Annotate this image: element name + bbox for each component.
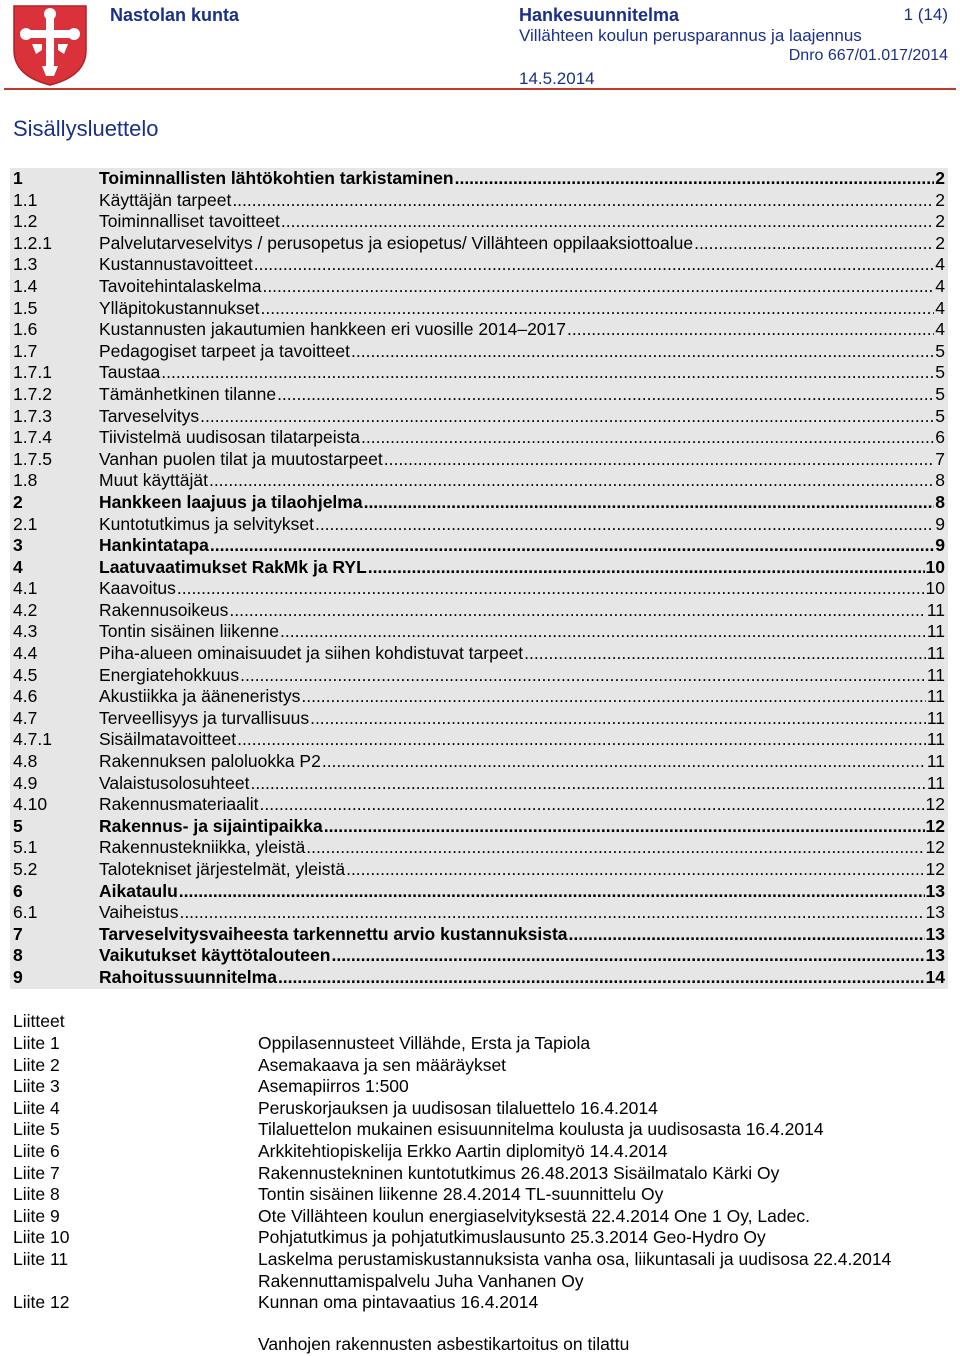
toc-entry-text — [99, 449, 948, 471]
toc-entry[interactable] — [10, 881, 948, 903]
record-number: Dnro 667/01.017/2014 — [788, 47, 948, 64]
toc-entry-number: 1.7.4 — [13, 427, 52, 448]
toc-entry-title: Akustiikka ja ääneneristys — [99, 686, 301, 707]
attachment-description: Pohjatutkimus ja pohjatutkimuslausunto 25.3.2014 Geo-Hydro Oy — [258, 1227, 766, 1248]
toc-leader-dots — [260, 794, 925, 816]
toc-entry-page: 5 — [935, 383, 945, 404]
toc-entry[interactable] — [10, 319, 948, 341]
attachment-item — [13, 1292, 948, 1314]
toc-entry-text — [99, 578, 948, 600]
toc-entry-text — [99, 190, 948, 212]
toc-leader-dots — [331, 945, 924, 967]
toc-entry-page: 12 — [925, 859, 945, 879]
toc-entry-title: Tontin sisäinen liikenne — [99, 621, 279, 642]
toc-entry-page: 13 — [925, 945, 945, 966]
toc-entry-text — [99, 535, 948, 557]
toc-entry[interactable] — [10, 600, 948, 622]
toc-entry[interactable] — [10, 535, 948, 557]
attachment-label — [13, 1271, 258, 1293]
toc-entry-text — [99, 492, 948, 514]
toc-entry-page: 4 — [935, 275, 945, 296]
toc-entry[interactable] — [10, 254, 948, 276]
toc-entry-page: 4 — [935, 297, 945, 318]
toc-entry-number: 1.3 — [13, 254, 38, 275]
toc-entry[interactable] — [10, 449, 948, 471]
toc-entry-title: Rakennusmateriaalit — [99, 794, 259, 815]
toc-entry-page: 2 — [935, 232, 945, 253]
table-of-contents — [10, 168, 948, 989]
toc-entry[interactable] — [10, 168, 948, 190]
toc-entry-text — [99, 881, 948, 903]
toc-entry-title: Rakennustekniikka, yleistä — [99, 837, 306, 858]
toc-leader-dots — [210, 535, 934, 557]
attachment-description: Peruskorjauksen ja uudisosan tilaluettelo 16.4.2014 — [258, 1097, 658, 1118]
toc-entry-title: Taustaa — [99, 362, 161, 383]
toc-entry[interactable] — [10, 276, 948, 298]
toc-leader-dots — [384, 449, 935, 471]
toc-entry-text — [99, 470, 948, 492]
toc-entry-text — [99, 600, 948, 622]
toc-entry[interactable] — [10, 298, 948, 320]
toc-entry[interactable] — [10, 233, 948, 255]
toc-entry-title: Piha-alueen ominaisuudet ja siihen kohdistuvat tarpeet — [99, 643, 524, 664]
toc-entry-text — [99, 643, 948, 665]
toc-entry[interactable] — [10, 945, 948, 967]
toc-leader-dots — [280, 621, 926, 643]
toc-entry-page: 5 — [935, 362, 945, 383]
toc-entry-page: 12 — [925, 815, 945, 836]
toc-entry-title: Rakennuksen paloluokka P2 — [99, 751, 321, 772]
toc-entry-title: Tavoitehintalaskelma — [99, 275, 262, 296]
attachment-description: Arkkitehtiopiskelija Erkko Aartin diplomityö 14.4.2014 — [258, 1140, 668, 1161]
toc-entry-text — [99, 341, 948, 363]
toc-entry-text — [99, 859, 948, 881]
toc-entry-number: 4.9 — [13, 772, 38, 793]
toc-entry-number: 1.1 — [13, 189, 38, 210]
attachment-description: Ote Villähteen koulun energiaselvityksestä 22.4.2014 One 1 Oy, Ladec. — [258, 1205, 810, 1226]
toc-entry-number: 1.5 — [13, 297, 38, 318]
toc-entry-number: 1.8 — [13, 470, 38, 491]
attachment-label: Liite 9 — [13, 1205, 60, 1226]
attachment-item — [13, 1098, 948, 1120]
toc-leader-dots — [315, 514, 934, 536]
toc-entry-title: Käyttäjän tarpeet — [99, 189, 232, 210]
toc-entry[interactable] — [10, 665, 948, 687]
toc-entry-page: 11 — [926, 707, 945, 728]
toc-leader-dots — [351, 341, 934, 363]
toc-entry-title: Tarveselvitysvaiheesta tarkennettu arvio kustannuksista — [99, 923, 568, 944]
toc-entry-text — [99, 708, 948, 730]
toc-entry-title: Tämänhetkinen tilanne — [99, 383, 277, 404]
toc-entry-number: 6 — [13, 880, 23, 901]
toc-entry-text — [99, 621, 948, 643]
toc-entry[interactable] — [10, 621, 948, 643]
attachment-label: Liite 6 — [13, 1140, 60, 1161]
toc-entry-number: 4.10 — [13, 794, 48, 815]
toc-entry-number: 3 — [13, 535, 23, 556]
toc-entry-title: Palvelutarveselvitys / perusopetus ja esiopetus/ Villähteen oppilaaksiottoalue — [99, 232, 694, 253]
toc-entry-number: 4.4 — [13, 643, 38, 664]
toc-entry-page: 11 — [926, 643, 945, 664]
attachment-label: Liite 4 — [13, 1097, 60, 1118]
toc-entry-number: 1.4 — [13, 275, 38, 296]
toc-leader-dots — [281, 211, 934, 233]
toc-leader-dots — [524, 643, 926, 665]
toc-leader-dots — [262, 276, 934, 298]
toc-entry-page: 4 — [935, 319, 945, 340]
attachment-label: Liite 2 — [13, 1054, 60, 1075]
toc-entry-number: 4.6 — [13, 686, 38, 707]
toc-leader-dots — [278, 967, 925, 989]
toc-entry-text — [99, 276, 948, 298]
toc-entry-title: Hankintatapa — [99, 535, 209, 556]
toc-entry[interactable] — [10, 470, 948, 492]
toc-entry[interactable] — [10, 557, 948, 579]
toc-entry-title: Vaikutukset käyttötalouteen — [99, 945, 331, 966]
attachments-list — [13, 1033, 948, 1314]
toc-entry-title: Sisäilmatavoitteet — [99, 729, 237, 750]
attachment-description: Asemakaava ja sen määräykset — [258, 1054, 507, 1075]
toc-entry[interactable] — [10, 384, 948, 406]
toc-entry-title: Kaavoitus — [99, 578, 176, 599]
toc-entry[interactable] — [10, 773, 948, 795]
toc-entry-text — [99, 773, 948, 795]
toc-leader-dots — [569, 924, 925, 946]
attachment-description: Laskelma perustamiskustannuksista vanha osa, liikuntasali ja uudisosa 22.4.2014 — [258, 1248, 892, 1269]
toc-entry-text — [99, 384, 948, 406]
toc-entry-title: Vaiheistus — [99, 902, 179, 923]
toc-entry-title: Ylläpitokustannukset — [99, 297, 260, 318]
toc-entry-number: 5 — [13, 815, 23, 836]
attachment-description: Asemapiirros 1:500 — [258, 1076, 409, 1097]
toc-leader-dots — [694, 233, 934, 255]
toc-entry-text — [99, 729, 948, 751]
document-date: 14.5.2014 — [519, 69, 595, 88]
toc-entry-title: Kustannusten jakautumien hankkeen eri vuosille 2014–2017 — [99, 319, 566, 340]
toc-entry-number: 4.8 — [13, 751, 38, 772]
toc-entry-title: Vanhan puolen tilat ja muutostarpeet — [99, 448, 383, 469]
toc-entry[interactable] — [10, 362, 948, 384]
toc-leader-dots — [324, 816, 925, 838]
toc-entry-number: 4.7 — [13, 707, 38, 728]
toc-entry-number: 5.2 — [13, 859, 38, 879]
toc-entry-title: Talotekniset järjestelmät, yleistä — [99, 859, 346, 879]
toc-heading: Sisällysluettelo — [13, 116, 159, 141]
toc-entry-text — [99, 211, 948, 233]
toc-entry[interactable] — [10, 492, 948, 514]
toc-entry-title: Kuntotutkimus ja selvitykset — [99, 513, 314, 534]
toc-leader-dots — [240, 665, 926, 687]
toc-entry-text — [99, 319, 948, 341]
attachment-description: Rakennustekninen kuntotutkimus 26.48.2013 Sisäilmatalo Kärki Oy — [258, 1162, 780, 1183]
toc-entry-text — [99, 945, 948, 967]
toc-entry[interactable] — [10, 837, 948, 859]
toc-entry-page: 11 — [926, 621, 945, 642]
attachment-item — [13, 1119, 948, 1141]
toc-entry-page: 4 — [935, 254, 945, 275]
toc-entry-page: 14 — [925, 966, 945, 987]
toc-entry-number: 9 — [13, 966, 23, 987]
toc-entry-text — [99, 168, 948, 190]
attachment-label: Liite 12 — [13, 1292, 70, 1313]
attachment-description: Tilaluettelon mukainen esisuunnitelma koulusta ja uudisosasta 16.4.2014 — [258, 1119, 824, 1140]
document-subtitle: Villähteen koulun perusparannus ja laajennus — [519, 26, 862, 45]
toc-leader-dots — [310, 708, 926, 730]
toc-leader-dots — [455, 168, 935, 190]
toc-entry-text — [99, 665, 948, 687]
attachment-item — [13, 1249, 948, 1271]
toc-entry-number: 5.1 — [13, 837, 38, 858]
toc-entry-title: Toiminnallisten lähtökohtien tarkistaminen — [99, 168, 454, 188]
page-number: 1 (14) — [903, 5, 948, 24]
toc-entry-page: 7 — [935, 448, 945, 469]
toc-entry-text — [99, 406, 948, 428]
toc-entry-text — [99, 794, 948, 816]
toc-entry[interactable] — [10, 708, 948, 730]
toc-entry-page: 2 — [935, 168, 945, 188]
toc-entry-title: Laatuvaatimukset RakMk ja RYL — [99, 556, 367, 577]
toc-entry-number: 7 — [13, 923, 23, 944]
toc-entry-page: 9 — [935, 513, 945, 534]
toc-entry-page: 13 — [925, 902, 945, 923]
toc-entry-number: 8 — [13, 945, 23, 966]
attachment-item — [13, 1227, 948, 1249]
toc-leader-dots — [232, 190, 934, 212]
toc-entry-text — [99, 924, 948, 946]
toc-entry[interactable] — [10, 924, 948, 946]
toc-entry-number: 4.3 — [13, 621, 38, 642]
toc-leader-dots — [200, 406, 934, 428]
toc-entry-title: Rahoitussuunnitelma — [99, 966, 277, 987]
toc-leader-dots — [261, 298, 935, 320]
toc-leader-dots — [277, 384, 934, 406]
toc-entry-title: Valaistusolosuhteet — [99, 772, 250, 793]
toc-entry-text — [99, 902, 948, 924]
toc-entry-page: 11 — [926, 664, 945, 685]
toc-entry-text — [99, 298, 948, 320]
toc-entry-page: 11 — [926, 751, 945, 772]
toc-entry-page: 10 — [925, 578, 945, 599]
toc-entry-title: Muut käyttäjät — [99, 470, 208, 491]
toc-entry-number: 4.7.1 — [13, 729, 52, 750]
toc-entry-number: 1.2.1 — [13, 232, 52, 253]
toc-entry-number: 1 — [13, 168, 23, 188]
toc-leader-dots — [179, 902, 924, 924]
toc-entry-text — [99, 233, 948, 255]
toc-leader-dots — [250, 773, 925, 795]
toc-entry-text — [99, 514, 948, 536]
header-divider — [4, 88, 956, 90]
attachment-item — [13, 1076, 948, 1098]
toc-entry-title: Energiatehokkuus — [99, 664, 240, 685]
toc-entry[interactable] — [10, 211, 948, 233]
toc-entry-title: Pedagogiset tarpeet ja tavoitteet — [99, 340, 351, 361]
attachment-label: Liite 10 — [13, 1227, 70, 1248]
toc-leader-dots — [361, 427, 934, 449]
attachment-label: Liite 5 — [13, 1119, 60, 1140]
toc-leader-dots — [229, 600, 925, 622]
attachment-item — [13, 1055, 948, 1077]
toc-entry[interactable] — [10, 859, 948, 881]
toc-leader-dots — [364, 492, 935, 514]
toc-entry-number: 4.5 — [13, 664, 38, 685]
toc-entry[interactable] — [10, 514, 948, 536]
toc-entry-text — [99, 751, 948, 773]
toc-entry-title: Hankkeen laajuus ja tilaohjelma — [99, 491, 363, 512]
toc-entry[interactable] — [10, 816, 948, 838]
toc-entry-number: 1.7.2 — [13, 383, 52, 404]
toc-leader-dots — [254, 254, 935, 276]
toc-entry-page: 13 — [925, 923, 945, 944]
toc-entry[interactable] — [10, 902, 948, 924]
toc-entry[interactable] — [10, 406, 948, 428]
toc-entry-number: 1.6 — [13, 319, 38, 340]
toc-entry-number: 4.1 — [13, 578, 38, 599]
document-header — [0, 0, 960, 92]
toc-leader-dots — [368, 557, 925, 579]
toc-entry-page: 12 — [925, 837, 945, 858]
attachment-label: Liite 8 — [13, 1184, 60, 1205]
toc-entry-page: 6 — [935, 427, 945, 448]
toc-entry[interactable] — [10, 686, 948, 708]
toc-entry-page: 11 — [926, 772, 945, 793]
coat-of-arms-icon — [12, 4, 88, 86]
toc-entry-number: 4 — [13, 556, 23, 577]
toc-entry-text — [99, 967, 948, 989]
toc-entry[interactable] — [10, 729, 948, 751]
toc-entry-text — [99, 254, 948, 276]
toc-entry[interactable] — [10, 967, 948, 989]
toc-entry-title: Terveellisyys ja turvallisuus — [99, 707, 310, 728]
toc-entry-number: 4.2 — [13, 599, 38, 620]
toc-leader-dots — [301, 686, 925, 708]
attachment-item — [13, 1141, 948, 1163]
toc-entry[interactable] — [10, 427, 948, 449]
toc-entry-page: 2 — [935, 211, 945, 232]
toc-entry-title: Kustannustavoitteet — [99, 254, 253, 275]
toc-entry-page: 9 — [935, 535, 945, 556]
attachment-item — [13, 1163, 948, 1185]
toc-entry-title: Aikataulu — [99, 880, 178, 901]
toc-entry-page: 11 — [926, 729, 945, 750]
toc-leader-dots — [179, 881, 925, 903]
attachment-label: Liite 11 — [13, 1248, 69, 1269]
toc-entry-number: 1.2 — [13, 211, 38, 232]
toc-entry-page: 11 — [926, 686, 945, 707]
toc-entry-page: 12 — [925, 794, 945, 815]
toc-entry-page: 11 — [926, 599, 945, 620]
toc-leader-dots — [177, 578, 925, 600]
toc-entry-title: Tarveselvitys — [99, 405, 200, 426]
toc-entry-text — [99, 686, 948, 708]
attachment-label: Liite 3 — [13, 1076, 60, 1097]
toc-leader-dots — [346, 859, 924, 881]
toc-entry-page: 10 — [925, 556, 945, 577]
attachment-item — [13, 1206, 948, 1228]
attachment-description: Kunnan oma pintavaatius 16.4.2014 — [258, 1292, 539, 1313]
toc-entry-title: Tiivistelmä uudisosan tilatarpeista — [99, 427, 360, 448]
toc-entry-number: 1.7.1 — [13, 362, 52, 383]
toc-entry-text — [99, 816, 948, 838]
toc-entry-page: 8 — [935, 470, 945, 491]
toc-leader-dots — [567, 319, 934, 341]
toc-entry-number: 2.1 — [13, 513, 38, 534]
toc-leader-dots — [306, 837, 924, 859]
toc-leader-dots — [209, 470, 934, 492]
toc-entry-number: 1.7.5 — [13, 448, 52, 469]
toc-leader-dots — [161, 362, 934, 384]
attachment-item — [13, 1271, 948, 1293]
attachment-description: Rakennuttamispalvelu Juha Vanhanen Oy — [258, 1270, 584, 1291]
attachment-item — [13, 1184, 948, 1206]
toc-leader-dots — [237, 729, 926, 751]
attachment-label: Liite 7 — [13, 1162, 60, 1183]
attachments-heading: Liitteet — [13, 1011, 65, 1031]
toc-entry-page: 5 — [935, 405, 945, 426]
toc-leader-dots — [322, 751, 926, 773]
document-title: Hankesuunnitelma — [519, 5, 680, 25]
toc-entry-title: Rakennusoikeus — [99, 599, 229, 620]
attachment-description: Tontin sisäinen liikenne 28.4.2014 TL-suunnittelu Oy — [258, 1184, 664, 1205]
toc-entry[interactable] — [10, 578, 948, 600]
toc-entry-page: 8 — [935, 491, 945, 512]
toc-entry[interactable] — [10, 341, 948, 363]
toc-entry[interactable] — [10, 190, 948, 212]
toc-entry-title: Rakennus- ja sijaintipaikka — [99, 815, 323, 836]
toc-entry-title: Toiminnalliset tavoitteet — [99, 211, 280, 232]
attachment-item — [13, 1033, 948, 1055]
toc-entry-number: 2 — [13, 491, 23, 512]
toc-entry-text — [99, 837, 948, 859]
organization-name: Nastolan kunta — [110, 5, 240, 25]
toc-entry-page: 2 — [935, 189, 945, 210]
toc-entry-text — [99, 427, 948, 449]
toc-entry[interactable] — [10, 643, 948, 665]
toc-entry-text — [99, 362, 948, 384]
attachment-description: Oppilasennusteet Villähde, Ersta ja Tapiola — [258, 1033, 591, 1053]
toc-entry-number: 1.7 — [13, 340, 38, 361]
toc-entry-number: 6.1 — [13, 902, 38, 923]
attachment-label: Liite 1 — [13, 1033, 60, 1053]
toc-entry[interactable] — [10, 751, 948, 773]
toc-entry[interactable] — [10, 794, 948, 816]
toc-entry-page: 13 — [925, 880, 945, 901]
attachments-note: Vanhojen rakennusten asbestikartoitus on tilattu — [258, 1334, 630, 1354]
toc-entry-page: 5 — [935, 340, 945, 361]
toc-entry-text — [99, 557, 948, 579]
toc-entry-number: 1.7.3 — [13, 405, 52, 426]
